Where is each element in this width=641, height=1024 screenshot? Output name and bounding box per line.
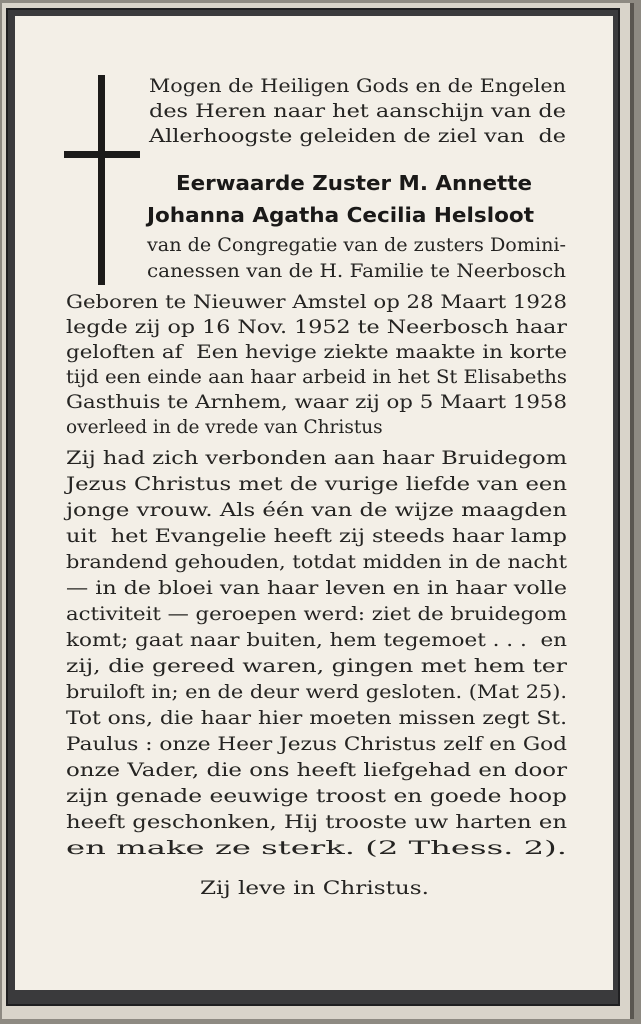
meditation-line: en make ze sterk. (2 Thess. 2). xyxy=(66,838,567,859)
prayer-line-3: Allerhoogste geleiden de ziel van de xyxy=(149,126,566,147)
closing-line: Zij leve in Christus. xyxy=(200,877,429,899)
deceased-name-line-1: Eerwaarde Zuster M. Annette xyxy=(176,171,532,195)
life-line: Gasthuis te Arnhem, waar zij op 5 Maart 1958 xyxy=(66,392,567,413)
life-line: tijd een einde aan haar arbeid in het St Elisabeths xyxy=(66,367,567,388)
meditation-line: — in de bloei van haar leven en in haar volle xyxy=(66,578,567,599)
meditation-line: Paulus : onze Heer Jezus Christus zelf en God xyxy=(66,734,567,755)
deceased-name-line-2: Johanna Agatha Cecilia Helsloot xyxy=(147,203,534,227)
meditation-line: bruiloft in; en de deur werd gesloten. (Mat 25). xyxy=(66,682,567,703)
meditation-line: onze Vader, die ons heeft liefgehad en door xyxy=(66,760,567,781)
life-line: geloften af Een hevige ziekte maakte in korte xyxy=(66,342,567,363)
meditation-line: Tot ons, die haar hier moeten missen zegt St. xyxy=(66,708,567,729)
congregation-line-1: van de Congregatie van de zusters Domini- xyxy=(147,235,566,256)
meditation-line: zij, die gereed waren, gingen met hem ter xyxy=(66,656,567,677)
cross-icon-arm xyxy=(64,151,140,158)
prayer-line-1: Mogen de Heiligen Gods en de Engelen xyxy=(149,76,566,97)
congregation-line-2: canessen van de H. Familie te Neerbosch xyxy=(147,261,566,282)
life-line: overleed in de vrede van Christus xyxy=(66,417,383,438)
meditation-line: komt; gaat naar buiten, hem tegemoet . . . en xyxy=(66,630,567,651)
life-line: legde zij op 16 Nov. 1952 te Neerbosch haar xyxy=(66,317,567,338)
meditation-line: jonge vrouw. Als één van de wijze maagden xyxy=(66,500,567,521)
meditation-line: zijn genade eeuwige troost en goede hoop xyxy=(66,786,567,807)
meditation-line: brandend gehouden, totdat midden in de nacht xyxy=(66,552,567,573)
prayer-line-2: des Heren naar het aanschijn van de xyxy=(149,101,566,122)
meditation-line: heeft geschonken, Hij trooste uw harten en xyxy=(66,812,567,833)
meditation-line: Jezus Christus met de vurige liefde van een xyxy=(66,474,567,495)
meditation-line: activiteit — geroepen werd: ziet de bruidegom xyxy=(66,604,567,625)
meditation-line: Zij had zich verbonden aan haar Bruidegom xyxy=(66,448,567,469)
meditation-line: uit het Evangelie heeft zij steeds haar lamp xyxy=(66,526,567,547)
life-line: Geboren te Nieuwer Amstel op 28 Maart 1928 xyxy=(66,292,567,313)
cross-icon xyxy=(98,75,105,285)
